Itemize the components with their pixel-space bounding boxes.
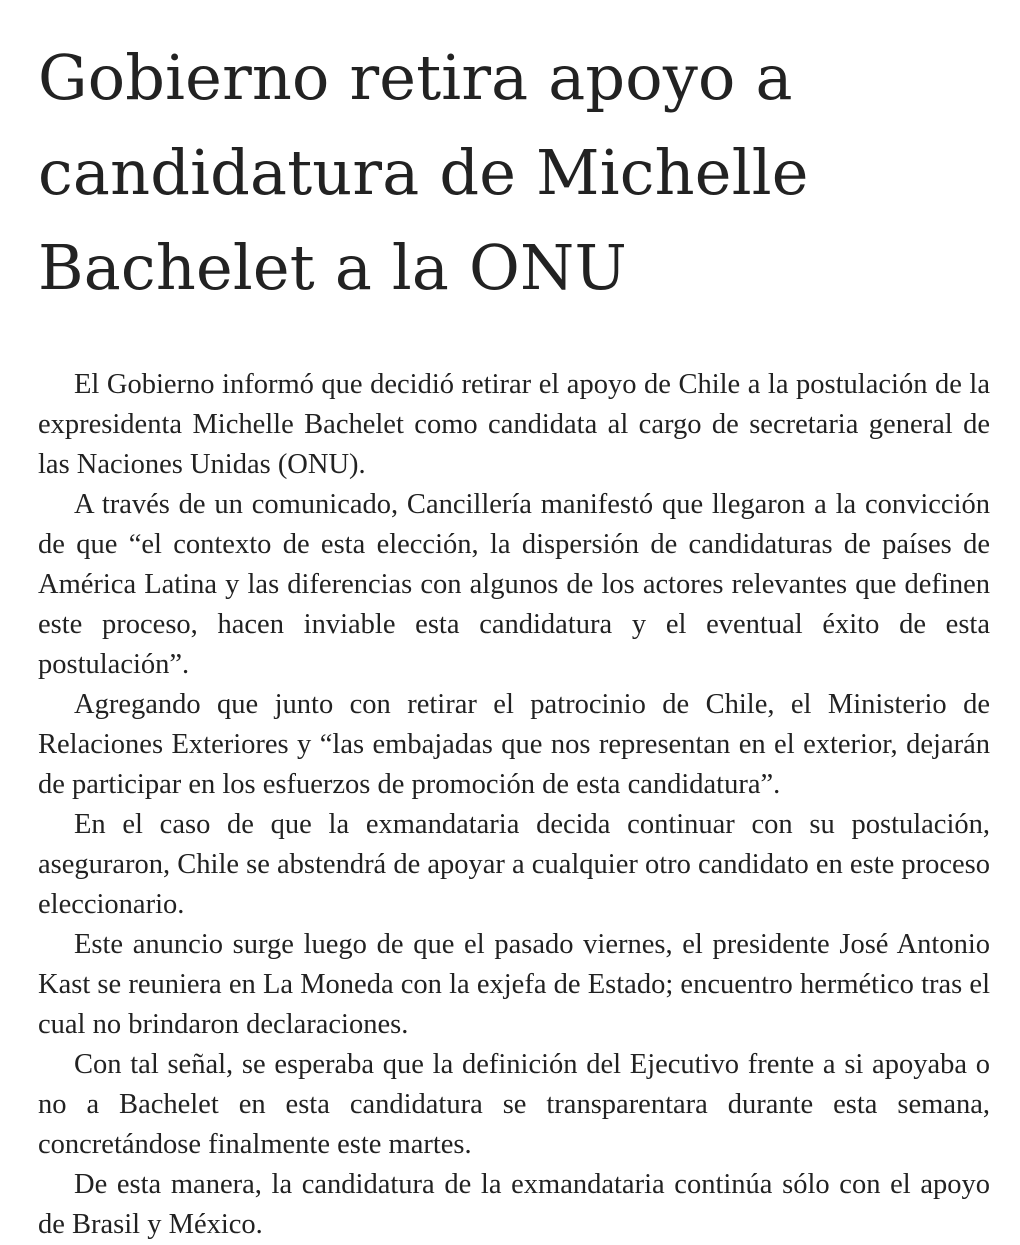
article-paragraph: De esta manera, la candidatura de la exmandataria continúa sólo con el apoyo de Brasil y México. xyxy=(38,1169,990,1240)
article-body xyxy=(38,365,990,1245)
article-paragraph: En el caso de que la exmandataria decida continuar con su postulación, aseguraron, Chile se abstendrá de apoyar a cualquier otro candidato en este proceso eleccionario. xyxy=(38,809,990,920)
article-paragraph: El Gobierno informó que decidió retirar el apoyo de Chile a la postulación de la expresidenta Michelle Bachelet como candidata al cargo de secretaria general de las Naciones Unidas (ONU). xyxy=(38,369,990,480)
article-paragraph: Con tal señal, se esperaba que la definición del Ejecutivo frente a si apoyaba o no a Bachelet en esta candidatura se transparentara durante esta semana, concretándose finalmente este martes. xyxy=(38,1049,990,1160)
article-headline: Gobierno retira apoyo a candidatura de Michelle Bachelet a la ONU xyxy=(38,41,809,304)
article-paragraph: Agregando que junto con retirar el patrocinio de Chile, el Ministerio de Relaciones Exteriores y “las embajadas que nos representan en el exterior, dejarán de participar en los esfuerzos de promoción de esta candidatura”. xyxy=(38,689,990,800)
article-paragraph: Este anuncio surge luego de que el pasado viernes, el presidente José Antonio Kast se reuniera en La Moneda con la exjefa de Estado; encuentro hermético tras el cual no brindaron declaraciones. xyxy=(38,929,990,1040)
article-paragraph: A través de un comunicado, Cancillería manifestó que llegaron a la convicción de que “el contexto de esta elección, la dispersión de candidaturas de países de América Latina y las diferencias con algunos de los actores relevantes que definen este proceso, hacen inviable esta candidatura y el eventual éxito de esta postulación”. xyxy=(38,489,990,680)
news-article xyxy=(38,30,990,1245)
